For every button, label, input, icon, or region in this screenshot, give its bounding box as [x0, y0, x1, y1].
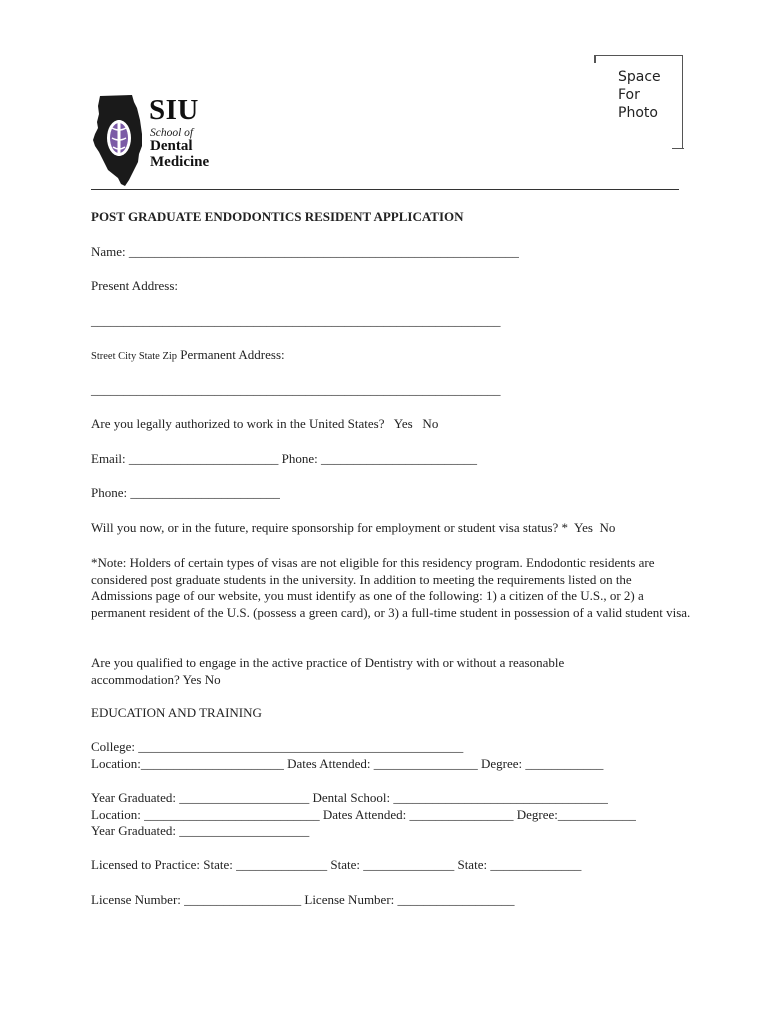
logo-dental-medicine-text [150, 138, 209, 170]
logo-school-of-text: School of [150, 127, 194, 139]
photo-label-photo: Photo [618, 105, 658, 121]
logo-siu-text: SIU [149, 94, 199, 126]
present-address-label: Present Address: [91, 278, 179, 293]
permanent-address-label: Permanent Address: [177, 347, 285, 362]
qualified-question[interactable]: Are you qualified to engage in the active practice of Dentistry with or without a reasonable accommodation? Yes No [91, 655, 565, 687]
siu-logo [92, 94, 232, 189]
email-phone-field[interactable]: Email: _______________________ Phone: ________________________ [91, 451, 478, 466]
dental-location-row[interactable]: Location: ___________________________ Dates Attended: ________________ Degree:____________ [91, 807, 636, 822]
logo-dental-text: Dental [150, 138, 193, 154]
visa-note: *Note: Holders of certain types of visas are not eligible for this residency program. Endodontic residents are considered post graduate students in the university. In addition to meeting the requirements listed on the Admissions page of our website, you must identify as one of the following: 1) a citizen of the U.S., or 2) a permanent resident of the U.S. (possess a green card), or 3) a full-time student in possession of a valid student visa. [91, 555, 691, 620]
photo-placeholder-box [594, 55, 683, 148]
license-number-row[interactable]: License Number: __________________ License Number: __________________ [91, 892, 515, 907]
sponsorship-question[interactable]: Will you now, or in the future, require sponsorship for employment or student visa status? * Yes No [91, 520, 616, 535]
permanent-address-row [91, 347, 285, 363]
phone-field[interactable]: Phone: _______________________ [91, 485, 280, 500]
college-location-row[interactable]: Location:______________________ Dates Attended: ________________ Degree: ____________ [91, 756, 604, 771]
header-divider [91, 189, 679, 190]
address-caption: Street City State Zip [91, 351, 178, 362]
work-authorization-question[interactable]: Are you legally authorized to work in the United States? Yes No [91, 416, 439, 431]
photo-placeholder-label [618, 68, 661, 122]
name-field[interactable]: Name: ____________________________________________________________ [91, 244, 519, 259]
photo-label-for: For [618, 87, 640, 103]
year-graduated-field[interactable]: Year Graduated: ____________________ [91, 823, 310, 838]
photo-label-space: Space [618, 69, 661, 85]
illinois-map-logo-icon [92, 94, 148, 189]
permanent-address-field[interactable]: _______________________________________________________________ [91, 382, 501, 397]
logo-medicine-text: Medicine [150, 154, 210, 170]
year-graduated-dental-school-row[interactable]: Year Graduated: ____________________ Dental School: _________________________________ [91, 790, 608, 805]
licensed-to-practice-row[interactable]: Licensed to Practice: State: ______________ State: ______________ State: ______________ [91, 857, 582, 872]
form-title: POST GRADUATE ENDODONTICS RESIDENT APPLICATION [91, 209, 464, 224]
education-heading: EDUCATION AND TRAINING [91, 705, 262, 720]
present-address-field[interactable]: _______________________________________________________________ [91, 313, 501, 328]
college-field[interactable]: College: __________________________________________________ [91, 739, 464, 754]
